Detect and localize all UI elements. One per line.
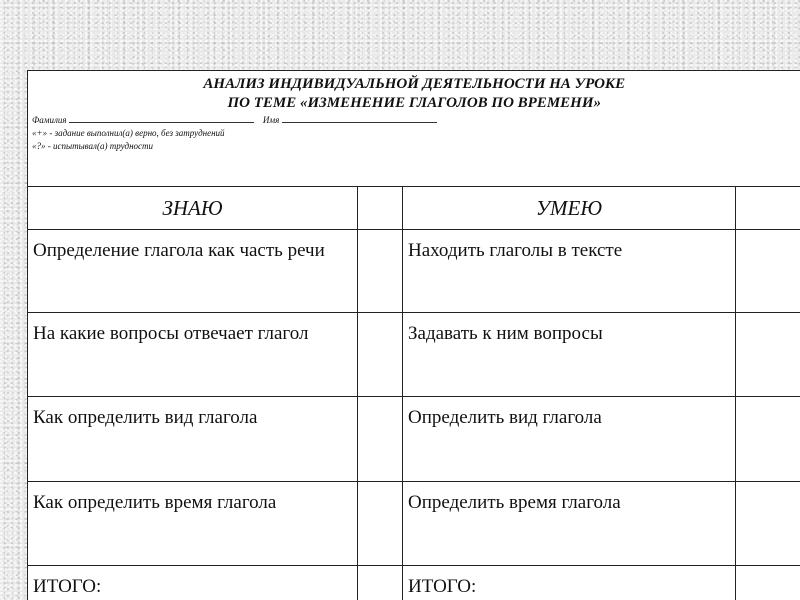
column-heading-can: УМЕЮ: [403, 187, 736, 230]
mark-cell-know[interactable]: [358, 482, 403, 566]
surname-label: Фамилия: [32, 115, 67, 125]
mark-cell-know[interactable]: [358, 313, 403, 397]
mark-cell-can[interactable]: [736, 313, 800, 397]
mark-cell-know-total[interactable]: [358, 566, 403, 600]
can-item: Определить вид глагола: [403, 397, 736, 482]
mark-cell-can-total[interactable]: [736, 566, 800, 600]
know-item: Определение глагола как часть речи: [28, 230, 358, 313]
table-row: [28, 230, 800, 313]
mark-cell-can[interactable]: [736, 397, 800, 482]
mark-cell-can-heading: [736, 187, 800, 230]
can-total: ИТОГО:: [403, 566, 736, 600]
can-item: Определить время глагола: [403, 482, 736, 566]
can-item: Задавать к ним вопросы: [403, 313, 736, 397]
legend-question: «?» - испытывал(а) трудности: [32, 141, 154, 151]
legend-plus: «+» - задание выполнил(а) верно, без затруднений: [32, 128, 225, 138]
student-fields: [32, 113, 797, 127]
title-line-1: АНАЛИЗ ИНДИВИДУАЛЬНОЙ ДЕЯТЕЛЬНОСТИ НА УРОКЕ: [203, 76, 626, 92]
know-item: На какие вопросы отвечает глагол: [28, 313, 358, 397]
mark-cell-can[interactable]: [736, 482, 800, 566]
table-row: [28, 313, 800, 397]
know-item: Как определить вид глагола: [28, 397, 358, 482]
know-item: Как определить время глагола: [28, 482, 358, 566]
know-total: ИТОГО:: [28, 566, 358, 600]
name-label: Имя: [262, 115, 280, 125]
name-field[interactable]: [282, 113, 437, 123]
worksheet: [27, 70, 800, 600]
surname-field[interactable]: [69, 113, 254, 123]
mark-cell-know[interactable]: [358, 230, 403, 313]
self-assessment-table: [27, 70, 800, 600]
mark-cell-know[interactable]: [358, 397, 403, 482]
column-heading-know: ЗНАЮ: [28, 187, 358, 230]
mark-cell-can[interactable]: [736, 230, 800, 313]
title-line-2: ПО ТЕМЕ «ИЗМЕНЕНИЕ ГЛАГОЛОВ ПО ВРЕМЕНИ»: [227, 95, 602, 111]
mark-cell-know-heading: [358, 187, 403, 230]
table-row-total: [28, 566, 800, 600]
table-header: [28, 71, 800, 187]
table-row: [28, 397, 800, 482]
table-row: [28, 482, 800, 566]
can-item: Находить глаголы в тексте: [403, 230, 736, 313]
